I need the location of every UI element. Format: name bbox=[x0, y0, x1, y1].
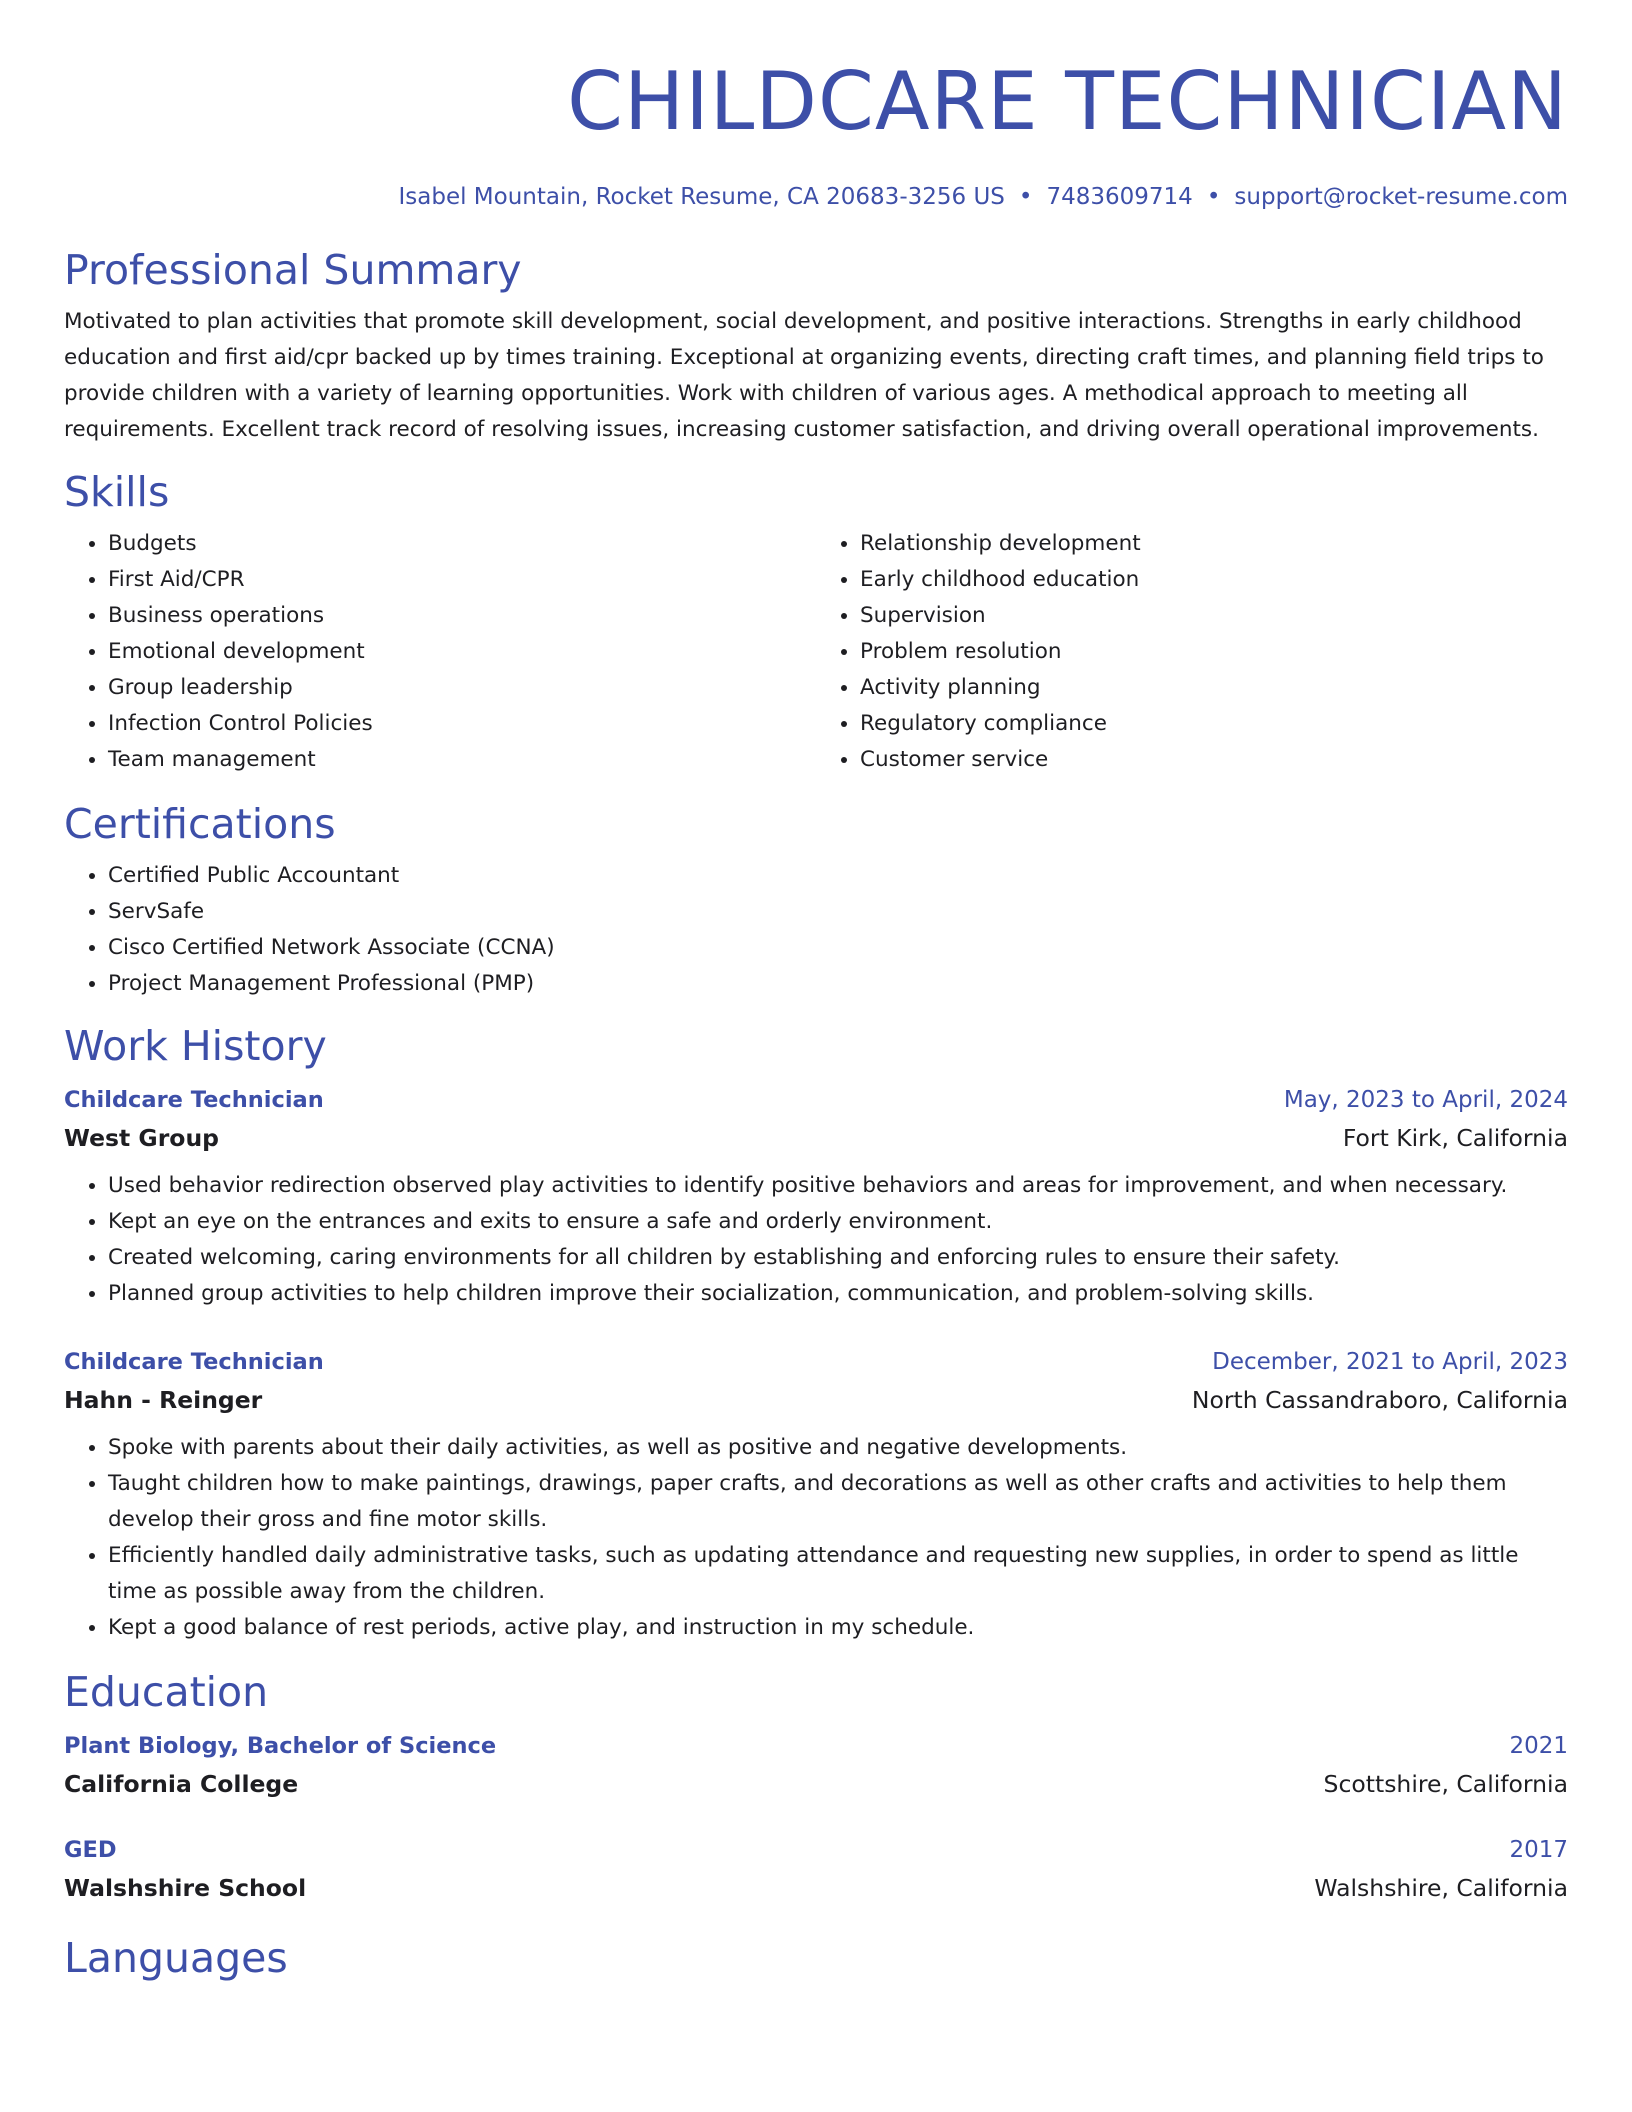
skills-section bbox=[64, 466, 1568, 778]
education-degree-row bbox=[64, 1832, 1568, 1868]
certification-item: • Certified Public Accountant bbox=[108, 858, 1568, 894]
skill-item: • Regulatory compliance bbox=[860, 706, 1568, 742]
contact-separator: • bbox=[1018, 184, 1033, 210]
education-degree: GED bbox=[64, 1837, 117, 1863]
contact-phone: 7483609714 bbox=[1046, 184, 1193, 210]
job-bullet: • Efficiently handled daily administrative tasks, such as updating attendance and requesting new supplies, in order to spend as little time as possible away from the children. bbox=[108, 1538, 1568, 1610]
section-heading: Professional Summary bbox=[64, 246, 522, 294]
contact-address: Isabel Mountain, Rocket Resume, CA 20683-3256 US bbox=[398, 184, 1005, 210]
certification-item: • ServSafe bbox=[108, 894, 1568, 930]
section-heading: Skills bbox=[64, 468, 170, 516]
job-title-row bbox=[64, 1082, 1568, 1118]
certification-item: • Project Management Professional (PMP) bbox=[108, 966, 1568, 1002]
job-entry bbox=[64, 1344, 1568, 1646]
skill-item: • Customer service bbox=[860, 742, 1568, 778]
contact-email[interactable]: support@rocket-resume.com bbox=[1234, 184, 1568, 210]
job-bullets bbox=[64, 1430, 1568, 1646]
education-section bbox=[64, 1666, 1568, 1908]
education-school-row bbox=[64, 1764, 1568, 1804]
skill-item: • Infection Control Policies bbox=[108, 706, 816, 742]
skills-list-left bbox=[64, 526, 816, 778]
education-school: Walshshire School bbox=[64, 1874, 307, 1902]
job-location: Fort Kirk, California bbox=[1342, 1124, 1568, 1152]
job-title-row bbox=[64, 1344, 1568, 1380]
skill-item: • Activity planning bbox=[860, 670, 1568, 706]
skill-item: • Early childhood education bbox=[860, 562, 1568, 598]
languages-section bbox=[64, 1932, 1568, 1984]
skill-item: • First Aid/CPR bbox=[108, 562, 816, 598]
education-entry bbox=[64, 1832, 1568, 1908]
certification-item: • Cisco Certified Network Associate (CCNA) bbox=[108, 930, 1568, 966]
job-dates: December, 2021 to April, 2023 bbox=[1212, 1349, 1568, 1375]
skill-item: • Relationship development bbox=[860, 526, 1568, 562]
skill-item: • Emotional development bbox=[108, 634, 816, 670]
job-employer-row bbox=[64, 1118, 1568, 1158]
job-bullet: • Used behavior redirection observed play activities to identify positive behaviors and areas for improvement, and when necessary. bbox=[108, 1168, 1568, 1204]
skill-item: • Group leadership bbox=[108, 670, 816, 706]
job-title: Childcare Technician bbox=[64, 1087, 324, 1113]
education-degree-row bbox=[64, 1728, 1568, 1764]
skills-columns bbox=[64, 526, 1568, 778]
job-dates: May, 2023 to April, 2024 bbox=[1283, 1087, 1568, 1113]
section-heading: Work History bbox=[64, 1022, 327, 1070]
job-employer: Hahn - Reinger bbox=[64, 1386, 263, 1414]
skill-item: • Supervision bbox=[860, 598, 1568, 634]
education-school: California College bbox=[64, 1770, 299, 1798]
summary-text: Motivated to plan activities that promote skill development, social development, and positive interactions. Strengths in early childhood education and first aid/cpr backed up by times training. Exceptional at organizing events, directing craft times, and planning field trips to provide children with a variety of learning opportunities. Work with children of various ages. A methodical approach to meeting all requirements. Excellent track record of resolving issues, increasing customer satisfaction, and driving overall operational improvements. bbox=[64, 309, 1544, 442]
summary-section bbox=[64, 244, 1568, 448]
job-location: North Cassandraboro, California bbox=[1191, 1386, 1568, 1414]
job-bullet: • Created welcoming, caring environments for all children by establishing and enforcing rules to ensure their safety. bbox=[108, 1240, 1568, 1276]
job-entry bbox=[64, 1082, 1568, 1312]
education-location: Walshshire, California bbox=[1314, 1874, 1568, 1902]
education-year: 2021 bbox=[1509, 1733, 1568, 1759]
job-bullets bbox=[64, 1168, 1568, 1312]
job-bullet: • Taught children how to make paintings, drawings, paper crafts, and decorations as well as other crafts and activities to help them develop their gross and fine motor skills. bbox=[108, 1466, 1568, 1538]
skill-item: • Problem resolution bbox=[860, 634, 1568, 670]
skills-list-right bbox=[816, 526, 1568, 778]
section-heading: Certifications bbox=[64, 800, 336, 848]
education-year: 2017 bbox=[1509, 1837, 1568, 1863]
education-location: Scottshire, California bbox=[1323, 1770, 1568, 1798]
contact-line bbox=[64, 182, 1568, 212]
skill-item: • Budgets bbox=[108, 526, 816, 562]
job-bullet: • Kept an eye on the entrances and exits to ensure a safe and orderly environment. bbox=[108, 1204, 1568, 1240]
contact-separator: • bbox=[1206, 184, 1221, 210]
skill-item: • Business operations bbox=[108, 598, 816, 634]
job-employer: West Group bbox=[64, 1124, 219, 1152]
job-bullet: • Planned group activities to help children improve their socialization, communication, and problem-solving skills. bbox=[108, 1276, 1568, 1312]
certifications-list bbox=[64, 858, 1568, 1002]
education-entry bbox=[64, 1728, 1568, 1804]
job-bullet: • Kept a good balance of rest periods, active play, and instruction in my schedule. bbox=[108, 1610, 1568, 1646]
work-history-section bbox=[64, 1020, 1568, 1646]
job-employer-row bbox=[64, 1380, 1568, 1420]
skill-item: • Team management bbox=[108, 742, 816, 778]
certifications-section bbox=[64, 798, 1568, 1002]
job-bullet: • Spoke with parents about their daily activities, as well as positive and negative developments. bbox=[108, 1430, 1568, 1466]
education-school-row bbox=[64, 1868, 1568, 1908]
section-heading: Languages bbox=[64, 1934, 288, 1982]
job-title: Childcare Technician bbox=[64, 1349, 324, 1375]
resume-title: CHILDCARE TECHNICIAN bbox=[567, 55, 1568, 148]
section-heading: Education bbox=[64, 1668, 269, 1716]
education-degree: Plant Biology, Bachelor of Science bbox=[64, 1733, 497, 1759]
